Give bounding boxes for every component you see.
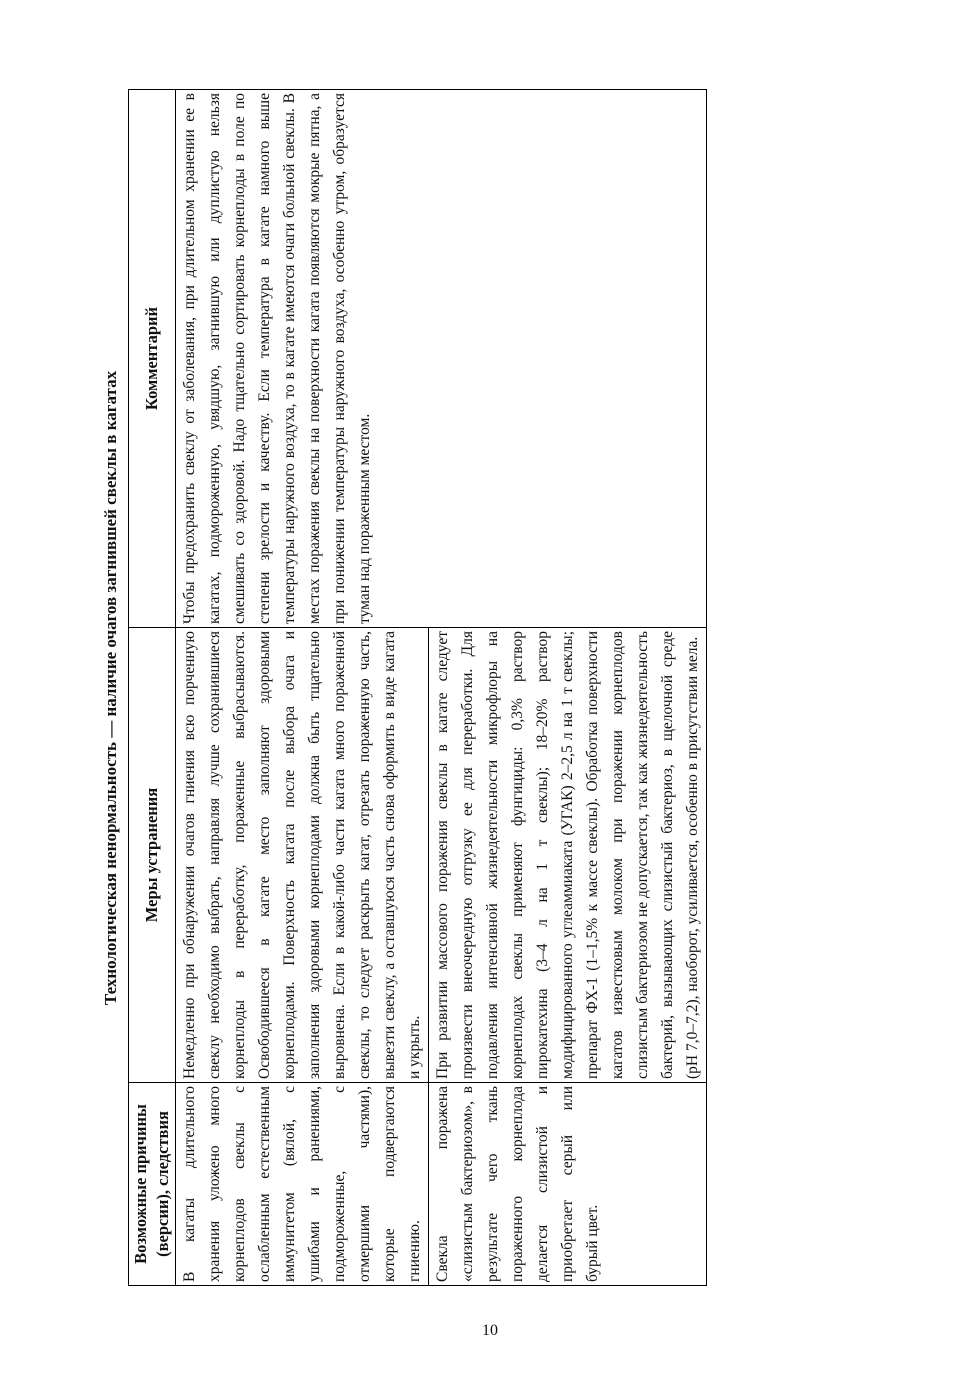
table-row xyxy=(176,90,429,1286)
table-header-row xyxy=(129,90,176,1286)
page-title: Технологическая ненормальность — наличие очагов загнившей свеклы в кагатах xyxy=(101,370,120,1006)
measures-table xyxy=(128,89,707,1286)
header-measures: Меры устранения xyxy=(129,628,176,1083)
cause-cell: В кагаты длительного хранения уложено много корнеплодов свеклы с ослабленным естественным иммунитетом (вялой, с ушибами и ранениями, подмороженные, с отмершими частями), которые подвергаются гниению. xyxy=(176,1083,429,1286)
page-number: 10 xyxy=(482,1322,498,1339)
measures-cell: При развитии массового поражения свеклы в кагате следует произвести внеочередную отгрузку ее для переработки. Для подавления интенсивной жизнедеятельности микрофлоры на корнеплодах свеклы применяют фунгициды: 0,3% раствор пирокатехина (3–4 л на 1 т свеклы); 18–20% раствор модифицированного углеаммиаката (УГАК) 2–2,5 л на 1 т свеклы; препарат ФХ-1 (1–1,5% к массе свеклы). Обработка поверхности кагатов известковым молоком при поражении корнеплодов слизистым бактериозом не допускается, так как жизнедеятельность бактерий, вызывающих слизистый бактериоз, в щелочной среде (pH 7,0–7,2), наоборот, усиливается, особенно в присутствии мела. xyxy=(429,628,707,1083)
header-comment: Комментарий xyxy=(129,90,176,628)
rotated-page-content xyxy=(98,90,701,1286)
header-causes: Возможные причины (версии), следствия xyxy=(129,1083,176,1286)
cause-cell: Свекла поражена «слизистым бактериозом», в результате чего ткань пораженного корнеплода делается слизистой и приобретает серый или бурый цвет. xyxy=(429,1083,707,1286)
measures-cell: Немедленно при обнаружении очагов гниения всю порченную свеклу необходимо выбрать, направляя лучше сохранившиеся корнеплоды в переработку, пораженные выбрасываются. Освободившееся в кагате место заполняют здоровыми корнеплодами. Поверхность кагата после выбора очага и заполнения здоровыми корнеплодами должна быть тщательно выровнена. Если в какой-либо части кагата много пораженной свеклы, то следует раскрыть кагат, отрезать пораженную часть, вывезти свеклу, а оставшуюся часть снова оформить в виде кагата и укрыть. xyxy=(176,628,429,1083)
comment-cell: Чтобы предохранить свеклу от заболевания, при длительном хранении ее в кагатах, подмороженную, увядшую, загнившую или дуплистую нельзя смешивать со здоровой. Надо тщательно сортировать корнеплоды в поле по степени зрелости и качеству. Если температура в кагате намного выше температуры наружного воздуха, то в кагате имеются очаги больной свеклы. В местах поражения свеклы на поверхности кагата появляются мокрые пятна, а при понижении температуры наружного воздуха, особенно утром, образуется туман над пораженным местом. xyxy=(176,90,707,628)
